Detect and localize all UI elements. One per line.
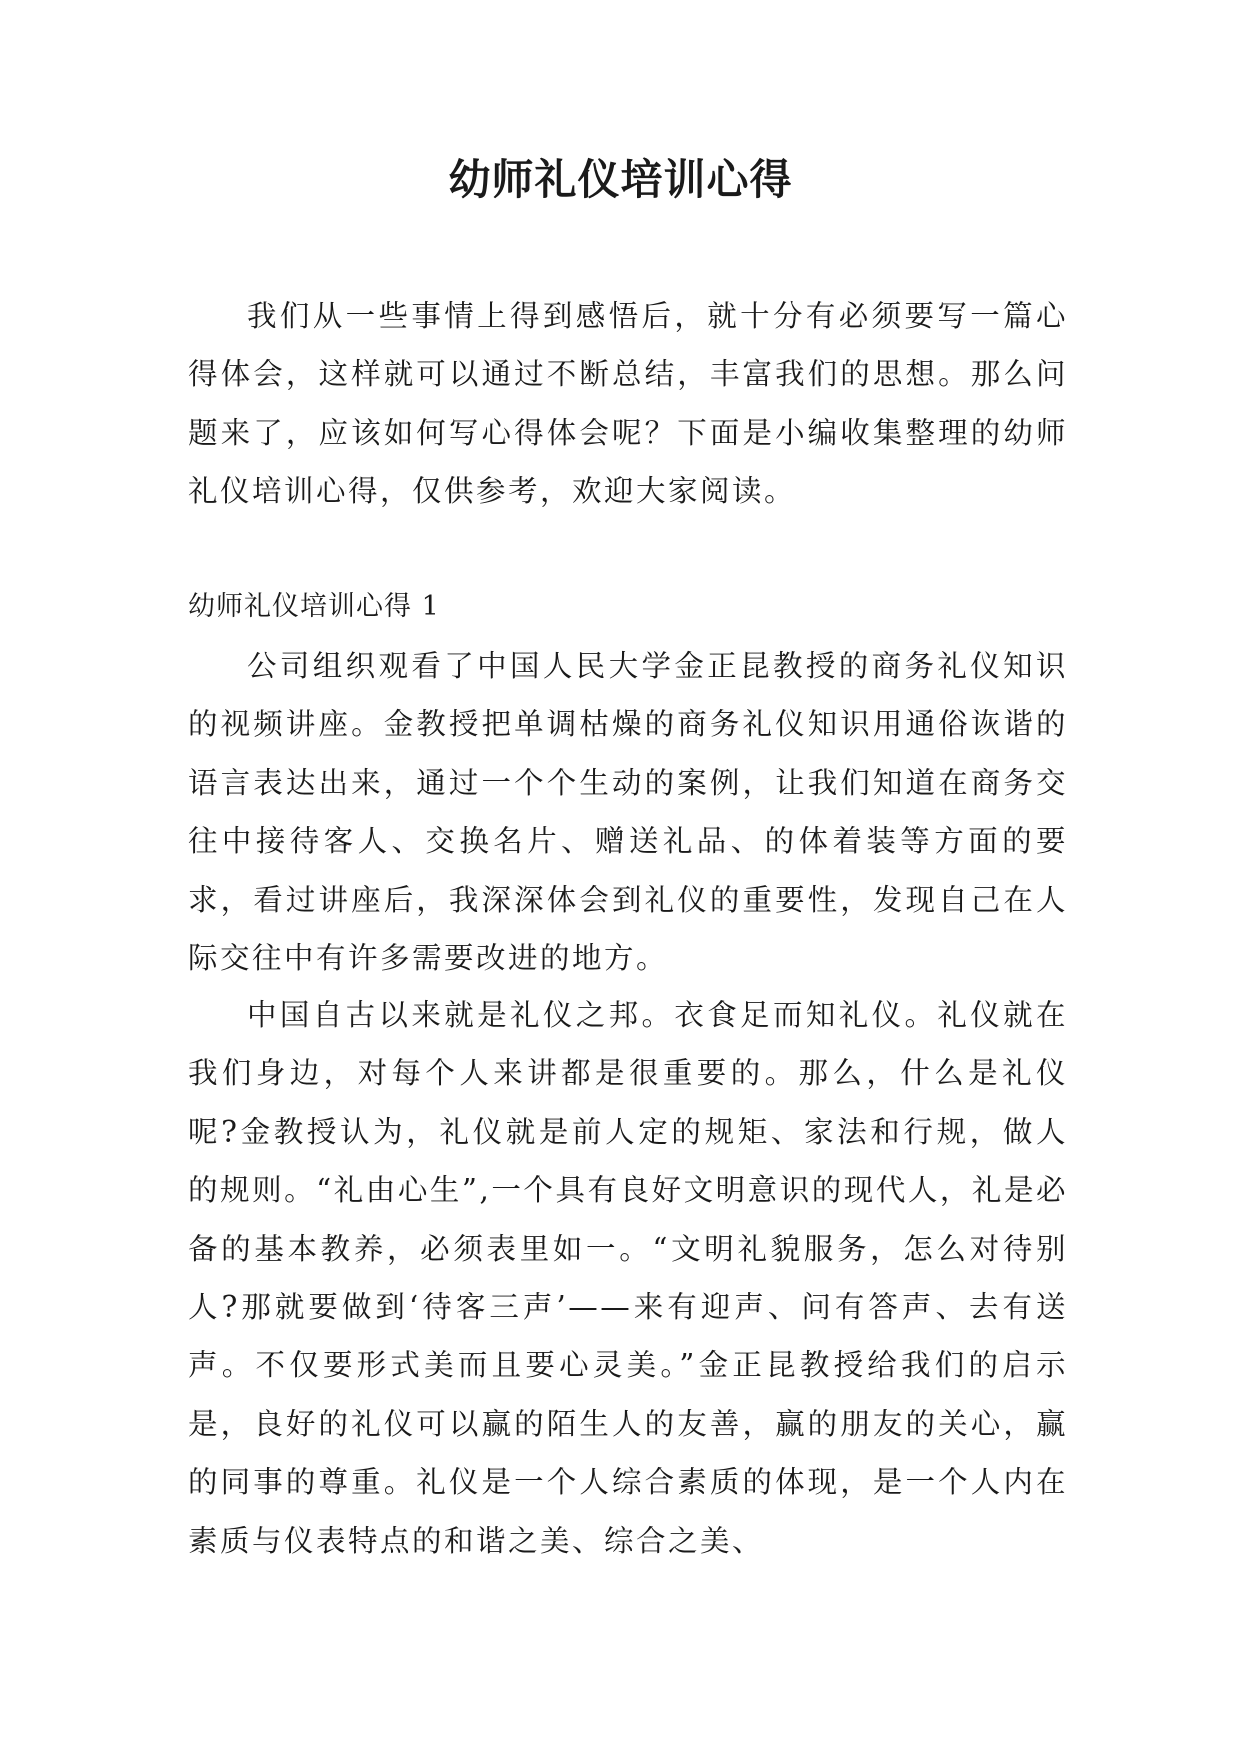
intro-paragraph: 我们从一些事情上得到感悟后，就十分有必须要写一篇心得体会，这样就可以通过不断总结，丰富我们的思想。那么问题来了，应该如何写心得体会呢？下面是小编收集整理的幼师礼仪培训心得，仅供参考，欢迎大家阅读。 [188,299,1068,509]
body-paragraph-1: 公司组织观看了中国人民大学金正昆教授的商务礼仪知识的视频讲座。金教授把单调枯燥的商务礼仪知识用通俗诙谐的语言表达出来，通过一个个生动的案例，让我们知道在商务交往中接待客人、交换名片、赠送礼品、的体着装等方面的要求，看过讲座后，我深深体会到礼仪的重要性，发现自己在人际交往中有许多需要改进的地方。 [188,649,1068,976]
body-paragraph-2: 中国自古以来就是礼仪之邦。衣食足而知礼仪。礼仪就在我们身边，对每个人来讲都是很重要的。那么，什么是礼仪呢?金教授认为，礼仪就是前人定的规矩、家法和行规，做人的规则。“礼由心生”,一个具有良好文明意识的现代人，礼是必备的基本教养，必须表里如一。“文明礼貌服务，怎么对待别人?那就要做到‘待客三声’——来有迎声、问有答声、去有送声。不仅要形式美而且要心灵美。”金正昆教授给我们的启示是，良好的礼仪可以赢的陌生人的友善，赢的朋友的关心，赢的同事的尊重。礼仪是一个人综合素质的体现，是一个人内在素质与仪表特点的和谐之美、综合之美、 [188,998,1068,1558]
document-title: 幼师礼仪培训心得 [448,155,793,204]
section-heading: 幼师礼仪培训心得 1 [188,591,440,622]
